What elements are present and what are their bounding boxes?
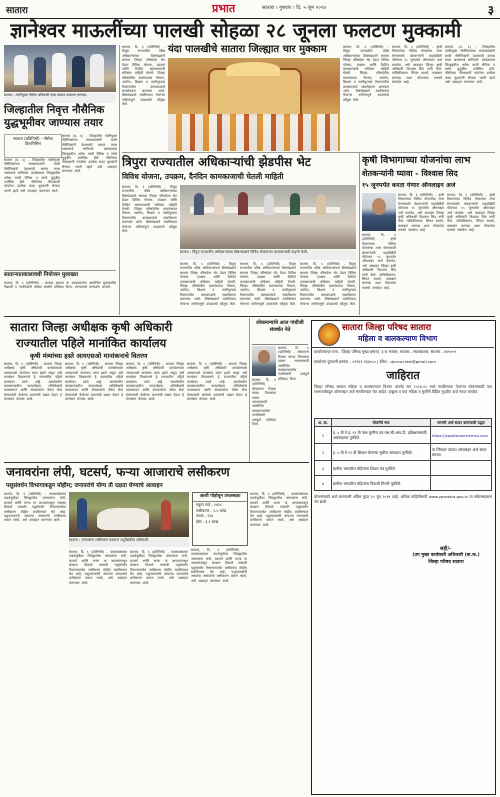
tripura-body-col1: सातारा, दि. ६ (प्रतिनिधी) - त्रिपुरा राज्यातील वरिष्ठ अधिकाऱ्यांच्या शिष्टमंडळाने सातारा जिल्हा परिषदेला भेट देऊन विविध योजना, उपक्रम आणि दैनंदिन कामकाजाची सविस्तर माहिती घेतली. जिल्हा परिषदेतील ग्रामपंचायत विभाग, आरोग्य, शिक्षण व पाणीपुरवठा विभागातील कामकाजाचे सादरीकरण करण्यात आले. शिष्टमंडळाने राबविण्यात येणाऱ्या नाविन्यपूर्ण उपक्रमांचे कौतुक केले. xyxy=(122,185,177,234)
table-cell: इ. ५ वी ते १२ वी शिक्षण घेणाऱ्या मुलींना सायकल पुरविणे. xyxy=(332,444,431,461)
table-cell: इ. ५ वी ते इ. १२ वी पास मुलींना एम.एस.सी.आय.टी. प्रशिक्षणासाठी अर्थसाहाय्य पुरविणे. xyxy=(332,427,431,444)
divider xyxy=(4,462,309,463)
krishi-headline-2: शेतकऱ्यांनी घ्यावा - विश्वास सिद xyxy=(362,168,458,178)
iso-body-col2: सातारा, दि. ६ (प्रतिनिधी) - सातारा जिल्हा अधीक्षक कृषी अधिकारी कार्यालयाला आयएसओ मानांकन प्राप्त झाले असून असे मानांकन मिळवणारे हे राज्यातील पहिले कार्यालय ठरले आहे. कार्यालयीन कामकाजातील पारदर्शकता, अभिलेखांचे व्यवस्थापन आणि शेतकऱ्यांना वेळेत सेवा देण्यासाठी केलेल्या प्रयत्नांची दखल घेऊन हे मानांकन देण्यात आले. xyxy=(65,362,123,402)
tripura-subhead: विविध योजना, उपक्रम, दैनंदिन कामकाजाची घेतली माहिती xyxy=(122,172,284,181)
palkhi-col4: सातारा (प्र. ६) - जिल्हातील नवनियुक्त नौसैनिकांच्या सत्काराप्रसंगी माजी नौसैनिकांनी देशासाठी कायम तयार असल्याचे सांगितले. कार्यक्रमास जिल्ह्यातील अनेक माजी सैनिक व त्यांचे कुटुंबीय उपस्थित होते. नौसेनेच्या गौरवशाली परंपरेचा उल्लेख करत युवकांनी सैन्यात भरती व्हावे असे आवाहन करण्यात आले. xyxy=(445,45,495,85)
animal-stat-item: डोस - ३.१ लाख xyxy=(196,518,219,524)
table-row xyxy=(315,476,492,491)
lead-subhead: यंदा पालखीचे सातारा जिल्ह्यात चार मुक्काम xyxy=(168,44,327,55)
animal-photo-caption: सातारा : जनावरांना लसीकरण करताना पशुवैद्यकीय अधिकारी. xyxy=(69,538,189,547)
krishi-headline: कृषी विभागाच्या योजनांचा लाभ xyxy=(362,155,471,166)
table-header: योजनेचे नाव xyxy=(332,419,431,427)
animal-subhead: पशुसंवर्धन विभागाकडून मोहीम; जनावरांचे योग्य ती दक्षता घेण्याचे आवाहन xyxy=(6,483,163,489)
table-row xyxy=(315,444,492,461)
palkhi-photo xyxy=(168,58,340,151)
navy-body-col2: सातारा (प्र. ६) - जिल्हातील नवनियुक्त नौसैनिकांच्या सत्काराप्रसंगी माजी नौसैनिकांनी देशासाठी कायम तयार असल्याचे सांगितले. कार्यक्रमास जिल्ह्यातील अनेक माजी सैनिक व त्यांचे कुटुंबीय उपस्थित होते. नौसेनेच्या गौरवशाली परंपरेचा उल्लेख करत युवकांनी सैन्यात भरती व्हावे असे आवाहन करण्यात आले. xyxy=(62,134,117,174)
divider xyxy=(122,152,495,153)
table-cell: ग्रामीण भागातील महिलांना शिवण यंत्र पुरविणे. xyxy=(332,461,431,476)
table-row xyxy=(315,427,492,444)
column-divider xyxy=(249,318,250,463)
masthead xyxy=(0,0,500,19)
lokmat-body: सातारा, दि. ६ (प्रतिनिधी) - लोकमान्य टिळक यांच्या विचारांचा वारसा जपण्यासाठी आयोजित व्याख्यानमालेस नागरिकांनी उत्स्फूर्त प्रतिसाद दिला. xyxy=(278,346,309,381)
zp-designation-2: जिल्हा परिषद सातारा xyxy=(428,560,464,565)
zp-intro: जिल्हा परिषद सातारा महिला व बालकल्याण विभाग अंतर्गत सन २०२४-२५ मध्ये राबविण्यात येणाऱ्या योजनांसाठी पात्र लाभार्थ्यांकडून ऑनलाइन अर्ज मागविण्यात येत आहेत. इच्छुक व पात्र महिला व मुलींनी विहित मुदतीत अर्ज सादर करावेत. xyxy=(314,384,492,395)
krishi-body-col2: सातारा, दि. ६ (प्रतिनिधी) - कृषी विभागाच्या विविध योजनांचा लाभ घेण्यासाठी शेतकऱ्यांनी महाडीबीटी पोर्टलवर १५ जूनपर्यंत ऑनलाइन अर्ज करावेत, असे आवाहन जिल्हा कृषी अधिकारी विश्वास सिद यांनी केले. यांत्रिकीकरण, सिंचन साधने, फळबाग लागवड अशा योजनांचा यामध्ये समावेश आहे. xyxy=(398,193,444,233)
krishi-body-col1: सातारा, दि. ६ (प्रतिनिधी) - कृषी विभागाच्या विविध योजनांचा लाभ घेण्यासाठी शेतकऱ्यांनी महाडीबीटी पोर्टलवर १५ जूनपर्यंत ऑनलाइन अर्ज करावेत, असे आवाहन जिल्हा कृषी अधिकारी विश्वास सिद यांनी केले. यांत्रिकीकरण, सिंचन साधने, फळबाग लागवड अशा योजनांचा यामध्ये समावेश आहे. xyxy=(362,233,396,290)
table-header: अ. क्र. xyxy=(315,419,332,427)
lokmat-body-lower: सातारा, दि. ६ (प्रतिनिधी) - लोकमान्य टिळक यांच्या विचारांचा वारसा जपण्यासाठी आयोजित व्याख्यानमालेस नागरिकांनी उत्स्फूर्त प्रतिसाद दिला. xyxy=(252,378,276,427)
lokmat-title: लोकमान्यांचे आज गांधीजी संघर्षात नेते xyxy=(256,320,304,333)
zp-notice-title: जाहिरात xyxy=(386,369,420,382)
lead-headline: ज्ञानेश्वर माऊलींच्या पालखी सोहळा २८ जूनला फलटण मुक्कामी xyxy=(10,19,462,42)
table-cell-link[interactable]: https://zpsataraschemes.com xyxy=(431,427,492,444)
zp-signature: सही/- xyxy=(440,546,452,552)
tripura-photo xyxy=(180,185,356,249)
column-divider xyxy=(359,152,360,315)
iso-subhead: कृषी मंत्र्यांच्या हस्ते आयएसओ मानांकनाचे वितरण xyxy=(30,352,148,360)
iso-body-col3: सातारा, दि. ६ (प्रतिनिधी) - सातारा जिल्हा अधीक्षक कृषी अधिकारी कार्यालयाला आयएसओ मानांकन प्राप्त झाले असून असे मानांकन मिळवणारे हे राज्यातील पहिले कार्यालय ठरले आहे. कार्यालयीन कामकाजातील पारदर्शकता, अभिलेखांचे व्यवस्थापन आणि शेतकऱ्यांना वेळेत सेवा देण्यासाठी केलेल्या प्रयत्नांची दखल घेऊन हे मानांकन देण्यात आले. xyxy=(126,362,184,402)
brief-body: सातारा, दि. ६ (प्रतिनिधी) - सातारा शहरात या उपक्रमांतर्गत आयोजित मुलाखतीस विद्यार्थी व नागरिकांनी मोठ्या संख्येने प्रतिसाद दिला. मान्यवरांचे मार्गदर्शन लाभले. xyxy=(4,281,116,290)
table-cell: २ xyxy=(315,444,332,461)
animal-stat-item: पथक - २५४ xyxy=(196,513,214,518)
table-header-row xyxy=(315,419,492,427)
tripura-body-col3: सातारा, दि. ६ (प्रतिनिधी) - त्रिपुरा राज्यातील वरिष्ठ अधिकाऱ्यांच्या शिष्टमंडळाने सातारा जिल्हा परिषदेला भेट देऊन विविध योजना, उपक्रम आणि दैनंदिन कामकाजाची सविस्तर माहिती घेतली. जिल्हा परिषदेतील ग्रामपंचायत विभाग, आरोग्य, शिक्षण व पाणीपुरवठा विभागातील कामकाजाचे सादरीकरण करण्यात आले. शिष्टमंडळाने राबविण्यात येणाऱ्या नाविन्यपूर्ण उपक्रमांचे कौतुक केले. xyxy=(240,262,296,306)
table-cell: या लिंकवर जाऊन ऑनलाइन अर्ज सादर करावा. xyxy=(431,444,492,461)
zp-emblem-icon xyxy=(318,323,340,346)
animal-body-col4: सातारा, दि. ६ (प्रतिनिधी) - पावसाळ्याच्या पार्श्वभूमीवर जिल्ह्यातील जनावरांना लंपी, घटसर्प आणि फऱ्या या आजारांपासून संरक्षण मिळावे यासाठी पशुसंवर्धन विभागामार्फत लसीकरण मोहीम राबविण्यात येत आहे. पशुपालकांनी आपल्या जनावरांचे लसीकरण करून घ्यावे, असे आवाहन करण्यात आले. xyxy=(191,548,247,583)
table-cell xyxy=(431,476,492,491)
tripura-photo-caption: सातारा : त्रिपुरा राज्यातील अधिकाऱ्यांच्या शिष्टमंडळाने विविध योजनांच्या कामकाजाची पाहणी केली. xyxy=(180,250,356,260)
brand-logo: प्रभात xyxy=(212,2,236,15)
palkhi-col3: सातारा, दि. ६ (प्रतिनिधी) - कृषी विभागाच्या विविध योजनांचा लाभ घेण्यासाठी शेतकऱ्यांनी महाडीबीटी पोर्टलवर १५ जूनपर्यंत ऑनलाइन अर्ज करावेत, असे आवाहन जिल्हा कृषी अधिकारी विश्वास सिद यांनी केले. यांत्रिकीकरण, सिंचन साधने, फळबाग लागवड अशा योजनांचा यामध्ये समावेश आहे. xyxy=(392,45,442,85)
lokmat-title-box xyxy=(252,320,308,345)
krishi-body-col3: सातारा, दि. ६ (प्रतिनिधी) - कृषी विभागाच्या विविध योजनांचा लाभ घेण्यासाठी शेतकऱ्यांनी महाडीबीटी पोर्टलवर १५ जूनपर्यंत ऑनलाइन अर्ज करावेत, असे आवाहन जिल्हा कृषी अधिकारी विश्वास सिद यांनी केले. यांत्रिकीकरण, सिंचन साधने, फळबाग लागवड अशा योजनांचा यामध्ये समावेश आहे. xyxy=(447,193,495,233)
zp-address: कार्यालयाचा पत्ता - जिल्हा परिषद मुख्य इमारत, ३ रा मजला, सातारा - सदरबाजार, सातारा - ४१५००१ xyxy=(314,349,457,354)
table-header: मागणी अर्ज सादर करण्याची पद्धत xyxy=(431,419,492,427)
zp-schemes-table xyxy=(314,418,492,491)
zp-org: सातारा जिल्हा परिषद सातारा xyxy=(342,323,432,333)
zp-footer-text: योजनांसाठी अर्ज करण्याची अंतिम मुदत २५ जून २०२४ आहे. अधिक माहितीसाठी www.zpsatara.gov.in या संकेतस्थळास भेट द्यावी. xyxy=(314,494,492,505)
table-row xyxy=(315,461,492,476)
table-cell: ४ xyxy=(315,476,332,491)
tripura-body-col4: सातारा, दि. ६ (प्रतिनिधी) - त्रिपुरा राज्यातील वरिष्ठ अधिकाऱ्यांच्या शिष्टमंडळाने सातारा जिल्हा परिषदेला भेट देऊन विविध योजना, उपक्रम आणि दैनंदिन कामकाजाची सविस्तर माहिती घेतली. जिल्हा परिषदेतील ग्रामपंचायत विभाग, आरोग्य, शिक्षण व पाणीपुरवठा विभागातील कामकाजाचे सादरीकरण करण्यात आले. शिष्टमंडळाने राबविण्यात येणाऱ्या नाविन्यपूर्ण उपक्रमांचे कौतुक केले. xyxy=(300,262,356,306)
zp-header-band xyxy=(312,321,494,348)
section-label: सातारा xyxy=(6,6,28,16)
tripura-body-col2: सातारा, दि. ६ (प्रतिनिधी) - त्रिपुरा राज्यातील वरिष्ठ अधिकाऱ्यांच्या शिष्टमंडळाने सातारा जिल्हा परिषदेला भेट देऊन विविध योजना, उपक्रम आणि दैनंदिन कामकाजाची सविस्तर माहिती घेतली. जिल्हा परिषदेतील ग्रामपंचायत विभाग, आरोग्य, शिक्षण व पाणीपुरवठा विभागातील कामकाजाचे सादरीकरण करण्यात आले. शिष्टमंडळाने राबविण्यात येणाऱ्या नाविन्यपूर्ण उपक्रमांचे कौतुक केले. xyxy=(180,262,236,306)
krishi-subhead: १५ जूनपर्यंत करता येणार ऑनलाइन अर्ज xyxy=(362,182,456,189)
navy-caption: सातारा : नवनियुक्त नौसेना अधिकारी यांचा सत्कार करताना मान्यवर. xyxy=(4,93,116,103)
navy-body-col1: सातारा (प्र. ६) - जिल्हातील नवनियुक्त नौसैनिकांच्या सत्काराप्रसंगी माजी नौसैनिकांनी देशासाठी कायम तयार असल्याचे सांगितले. कार्यक्रमास जिल्ह्यातील अनेक माजी सैनिक व त्यांचे कुटुंबीय उपस्थित होते. नौसेनेच्या गौरवशाली परंपरेचा उल्लेख करत युवकांनी सैन्यात भरती व्हावे असे आवाहन करण्यात आले. xyxy=(4,158,60,193)
iso-headline-2: राज्यातील पहिले मानांकित कार्यालय xyxy=(16,336,167,350)
animal-headline: जनावरांना लंपी, घटसर्प, फऱ्या आजाराचे लसीकरण xyxy=(6,465,230,479)
navy-byline-box xyxy=(4,134,62,158)
table-cell xyxy=(431,461,492,476)
krishi-portrait xyxy=(362,193,396,231)
animal-body-col1: सातारा, दि. ६ (प्रतिनिधी) - पावसाळ्याच्या पार्श्वभूमीवर जिल्ह्यातील जनावरांना लंपी, घटसर्प आणि फऱ्या या आजारांपासून संरक्षण मिळावे यासाठी पशुसंवर्धन विभागामार्फत लसीकरण मोहीम राबविण्यात येत आहे. पशुपालकांनी आपल्या जनावरांचे लसीकरण करून घ्यावे, असे आवाहन करण्यात आले. xyxy=(4,492,66,523)
iso-body-col1: सातारा, दि. ६ (प्रतिनिधी) - सातारा जिल्हा अधीक्षक कृषी अधिकारी कार्यालयाला आयएसओ मानांकन प्राप्त झाले असून असे मानांकन मिळवणारे हे राज्यातील पहिले कार्यालय ठरले आहे. कार्यालयीन कामकाजातील पारदर्शकता, अभिलेखांचे व्यवस्थापन आणि शेतकऱ्यांना वेळेत सेवा देण्यासाठी केलेल्या प्रयत्नांची दखल घेऊन हे मानांकन देण्यात आले. xyxy=(4,362,62,402)
divider xyxy=(4,270,116,271)
navy-headline: जिल्हातील निवृत्त नौसैनिक युद्धभूमीवर जाण्यास तयार xyxy=(4,104,105,129)
animal-body-col3: सातारा, दि. ६ (प्रतिनिधी) - पावसाळ्याच्या पार्श्वभूमीवर जिल्ह्यातील जनावरांना लंपी, घटसर्प आणि फऱ्या या आजारांपासून संरक्षण मिळावे यासाठी पशुसंवर्धन विभागामार्फत लसीकरण मोहीम राबविण्यात येत आहे. पशुपालकांनी आपल्या जनावरांचे लसीकरण करून घ्यावे, असे आवाहन करण्यात आले. xyxy=(130,550,188,585)
iso-body-col4: सातारा, दि. ६ (प्रतिनिधी) - सातारा जिल्हा अधीक्षक कृषी अधिकारी कार्यालयाला आयएसओ मानांकन प्राप्त झाले असून असे मानांकन मिळवणारे हे राज्यातील पहिले कार्यालय ठरले आहे. कार्यालयीन कामकाजातील पारदर्शकता, अभिलेखांचे व्यवस्थापन आणि शेतकऱ्यांना वेळेत सेवा देण्यासाठी केलेल्या प्रयत्नांची दखल घेऊन हे मानांकन देण्यात आले. xyxy=(187,362,247,402)
animal-body-col2: सातारा, दि. ६ (प्रतिनिधी) - पावसाळ्याच्या पार्श्वभूमीवर जिल्ह्यातील जनावरांना लंपी, घटसर्प आणि फऱ्या या आजारांपासून संरक्षण मिळावे यासाठी पशुसंवर्धन विभागामार्फत लसीकरण मोहीम राबविण्यात येत आहे. पशुपालकांनी आपल्या जनावरांचे लसीकरण करून घ्यावे, असे आवाहन करण्यात आले. xyxy=(69,550,127,585)
zp-dept: महिला व बालकल्याण विभाग xyxy=(358,334,438,343)
table-cell: १ xyxy=(315,427,332,444)
iso-headline: सातारा जिल्हा अधीक्षक कृषी अधिकारी xyxy=(10,320,173,334)
navy-byline: सातारा (प्रतिनिधी) - नौसेना दिनानिमित्त xyxy=(13,136,53,146)
animal-stats-box xyxy=(192,492,248,546)
palkhi-col2: सातारा, दि. ६ (प्रतिनिधी) - त्रिपुरा राज्यातील वरिष्ठ अधिकाऱ्यांच्या शिष्टमंडळाने सातारा जिल्हा परिषदेला भेट देऊन विविध योजना, उपक्रम आणि दैनंदिन कामकाजाची सविस्तर माहिती घेतली. जिल्हा परिषदेतील ग्रामपंचायत विभाग, आरोग्य, शिक्षण व पाणीपुरवठा विभागातील कामकाजाचे सादरीकरण करण्यात आले. शिष्टमंडळाने राबविण्यात येणाऱ्या नाविन्यपूर्ण उपक्रमांचे कौतुक केले. xyxy=(343,45,389,102)
table-cell: ३ xyxy=(315,461,332,476)
animal-stats-title: आजी पोहोचून उपलब्धता xyxy=(193,493,247,502)
navy-photo xyxy=(4,45,116,92)
page-number: ३ xyxy=(487,3,494,17)
zp-contact: कार्यालय दूरध्वनी क्रमांक - ०२१६२-२३३०८० | ईमेल - dyceo.mbk@gmail.com xyxy=(314,359,437,364)
animal-stat-item: लसीकरण - २.५ लाख xyxy=(196,507,227,513)
table-cell: ग्रामीण भागातील महिलांना पिठाची गिरणी पुरविणे. xyxy=(332,476,431,491)
column-divider xyxy=(119,45,120,315)
animal-body-col5: सातारा, दि. ६ (प्रतिनिधी) - पावसाळ्याच्या पार्श्वभूमीवर जिल्ह्यातील जनावरांना लंपी, घटसर्प आणि फऱ्या या आजारांपासून संरक्षण मिळावे यासाठी पशुसंवर्धन विभागामार्फत लसीकरण मोहीम राबविण्यात येत आहे. पशुपालकांनी आपल्या जनावरांचे लसीकरण करून घ्यावे, असे आवाहन करण्यात आले. xyxy=(250,492,308,527)
palkhi-body-col1: सातारा, दि. ६ (प्रतिनिधी) - त्रिपुरा राज्यातील वरिष्ठ अधिकाऱ्यांच्या शिष्टमंडळाने सातारा जिल्हा परिषदेला भेट देऊन विविध योजना, उपक्रम आणि दैनंदिन कामकाजाची सविस्तर माहिती घेतली. जिल्हा परिषदेतील ग्रामपंचायत विभाग, आरोग्य, शिक्षण व पाणीपुरवठा विभागातील कामकाजाचे सादरीकरण करण्यात आले. शिष्टमंडळाने राबविण्यात येणाऱ्या नाविन्यपूर्ण उपक्रमांचे कौतुक केले. xyxy=(122,45,165,107)
lokmat-portrait xyxy=(252,346,276,376)
dateline: सातारा । गुरुवार । दि. ५ जून २०२४ xyxy=(262,5,327,11)
brief-headline: साताऱ्यातकालावधी नियोजन मुलाखत xyxy=(4,272,78,278)
animal-photo xyxy=(69,492,189,537)
zp-designation: (उप मुख्य कार्यकारी अधिकारी (बा.क.) xyxy=(412,553,480,558)
animal-stat-item: एकूण गावे - १४२८ xyxy=(196,502,222,507)
divider xyxy=(4,316,495,317)
tripura-headline: त्रिपुरा राज्यातील अधिकाऱ्यांची झेडपीस भेट xyxy=(122,155,311,169)
